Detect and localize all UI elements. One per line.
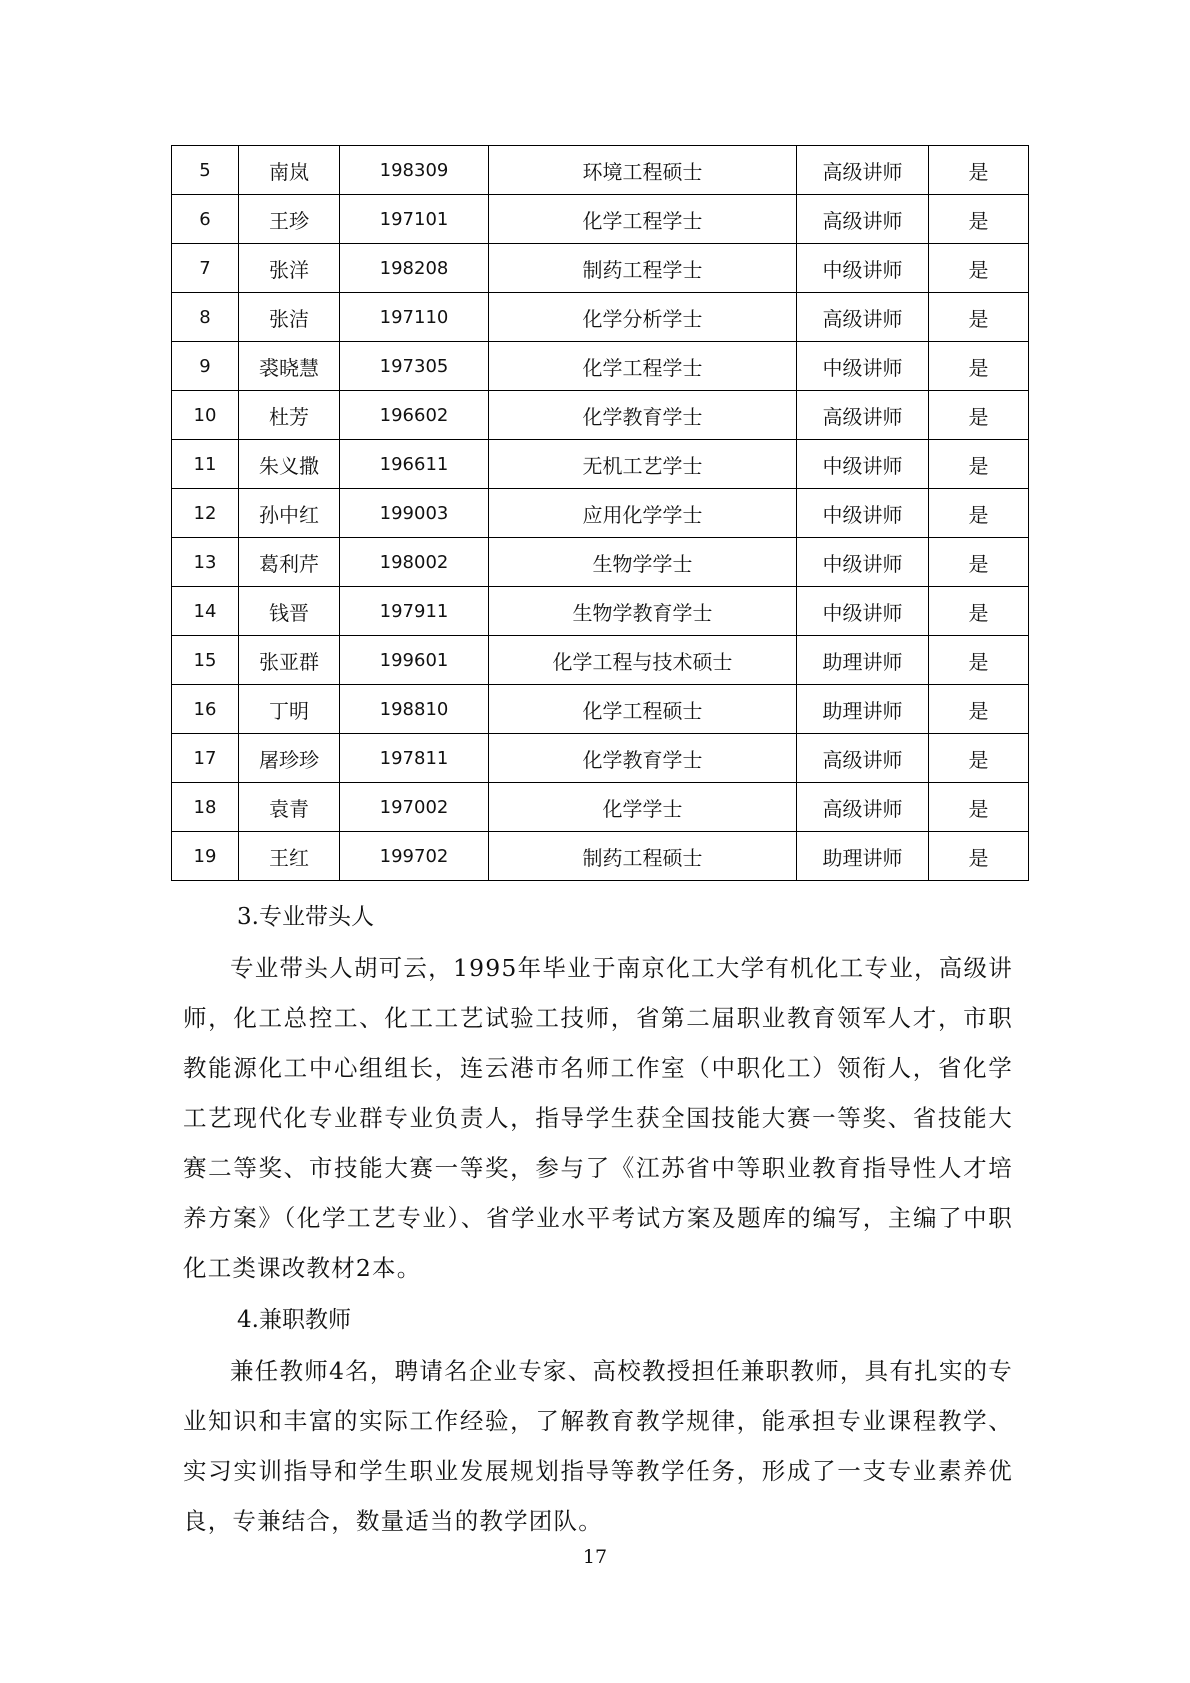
teacher-name-cell: 王珍 <box>239 195 340 244</box>
degree-cell: 化学工程学士 <box>489 195 797 244</box>
page-number: 17 <box>582 1546 608 1568</box>
table-row <box>172 685 1029 734</box>
degree-cell: 化学学士 <box>489 783 797 832</box>
section-4-paragraph: 兼任教师4名，聘请名企业专家、高校教授担任兼职教师，具有扎实的专业知识和丰富的实际工作经验，了解教育教学规律，能承担专业课程教学、实习实训指导和学生职业发展规划指导等教学任务，形成了一支专业素养优良，专兼结合，数量适当的教学团队。 <box>183 1357 1013 1535</box>
teacher-name-cell: 杜芳 <box>239 391 340 440</box>
birth-date-cell: 197002 <box>340 783 489 832</box>
section-3-paragraph: 专业带头人胡可云，1995年毕业于南京化工大学有机化工专业，高级讲师，化工总控工、化工工艺试验工技师，省第二届职业教育领军人才，市职教能源化工中心组组长，连云港市名师工作室（中职化工）领衔人，省化学工艺现代化专业群专业负责人，指导学生获全国技能大赛一等奖、省技能大赛二等奖、市技能大赛一等奖，参与了《江苏省中等职业教育指导性人才培养方案》（化学工艺专业）、省学业水平考试方案及题库的编写，主编了中职化工类课改教材2本。 <box>183 954 1013 1282</box>
table-row <box>172 244 1029 293</box>
table-row <box>172 489 1029 538</box>
table-row <box>172 391 1029 440</box>
table-row <box>172 734 1029 783</box>
degree-cell: 化学分析学士 <box>489 293 797 342</box>
degree-cell: 应用化学学士 <box>489 489 797 538</box>
birth-date-cell: 198309 <box>340 146 489 195</box>
degree-cell: 生物学教育学士 <box>489 587 797 636</box>
job-title-cell: 中级讲师 <box>797 244 929 293</box>
row-number-cell: 6 <box>172 195 239 244</box>
table-row <box>172 440 1029 489</box>
birth-date-cell: 197110 <box>340 293 489 342</box>
degree-cell: 化学教育学士 <box>489 734 797 783</box>
birth-date-cell: 196611 <box>340 440 489 489</box>
teacher-name-cell: 钱晋 <box>239 587 340 636</box>
qualified-flag-cell: 是 <box>929 832 1029 881</box>
job-title-cell: 高级讲师 <box>797 391 929 440</box>
row-number-cell: 19 <box>172 832 239 881</box>
job-title-cell: 中级讲师 <box>797 489 929 538</box>
qualified-flag-cell: 是 <box>929 293 1029 342</box>
birth-date-cell: 197811 <box>340 734 489 783</box>
birth-date-cell: 199702 <box>340 832 489 881</box>
job-title-cell: 高级讲师 <box>797 734 929 783</box>
row-number-cell: 5 <box>172 146 239 195</box>
birth-date-cell: 199601 <box>340 636 489 685</box>
degree-cell: 制药工程学士 <box>489 244 797 293</box>
teacher-name-cell: 葛利芹 <box>239 538 340 587</box>
teacher-table-body <box>172 146 1029 881</box>
qualified-flag-cell: 是 <box>929 342 1029 391</box>
row-number-cell: 9 <box>172 342 239 391</box>
section-3-heading: 3.专业带头人 <box>237 904 374 930</box>
birth-date-cell: 198208 <box>340 244 489 293</box>
job-title-cell: 中级讲师 <box>797 440 929 489</box>
row-number-cell: 10 <box>172 391 239 440</box>
row-number-cell: 15 <box>172 636 239 685</box>
row-number-cell: 16 <box>172 685 239 734</box>
birth-date-cell: 197305 <box>340 342 489 391</box>
degree-cell: 化学教育学士 <box>489 391 797 440</box>
degree-cell: 环境工程硕士 <box>489 146 797 195</box>
birth-date-cell: 197911 <box>340 587 489 636</box>
teacher-name-cell: 屠珍珍 <box>239 734 340 783</box>
degree-cell: 制药工程硕士 <box>489 832 797 881</box>
table-row <box>172 293 1029 342</box>
degree-cell: 化学工程学士 <box>489 342 797 391</box>
qualified-flag-cell: 是 <box>929 783 1029 832</box>
job-title-cell: 中级讲师 <box>797 342 929 391</box>
row-number-cell: 7 <box>172 244 239 293</box>
table-row <box>172 783 1029 832</box>
table-row <box>172 832 1029 881</box>
qualified-flag-cell: 是 <box>929 146 1029 195</box>
qualified-flag-cell: 是 <box>929 636 1029 685</box>
teacher-name-cell: 丁明 <box>239 685 340 734</box>
section-4-heading: 4.兼职教师 <box>237 1307 351 1333</box>
row-number-cell: 13 <box>172 538 239 587</box>
job-title-cell: 中级讲师 <box>797 587 929 636</box>
row-number-cell: 17 <box>172 734 239 783</box>
birth-date-cell: 197101 <box>340 195 489 244</box>
table-row <box>172 587 1029 636</box>
birth-date-cell: 199003 <box>340 489 489 538</box>
birth-date-cell: 198002 <box>340 538 489 587</box>
teacher-name-cell: 王红 <box>239 832 340 881</box>
table-row <box>172 342 1029 391</box>
qualified-flag-cell: 是 <box>929 391 1029 440</box>
birth-date-cell: 196602 <box>340 391 489 440</box>
teacher-name-cell: 南岚 <box>239 146 340 195</box>
job-title-cell: 高级讲师 <box>797 195 929 244</box>
qualified-flag-cell: 是 <box>929 195 1029 244</box>
job-title-cell: 高级讲师 <box>797 146 929 195</box>
teacher-table <box>171 145 1029 881</box>
birth-date-cell: 198810 <box>340 685 489 734</box>
degree-cell: 无机工艺学士 <box>489 440 797 489</box>
row-number-cell: 18 <box>172 783 239 832</box>
qualified-flag-cell: 是 <box>929 734 1029 783</box>
job-title-cell: 中级讲师 <box>797 538 929 587</box>
qualified-flag-cell: 是 <box>929 538 1029 587</box>
teacher-name-cell: 朱义撒 <box>239 440 340 489</box>
qualified-flag-cell: 是 <box>929 244 1029 293</box>
qualified-flag-cell: 是 <box>929 685 1029 734</box>
qualified-flag-cell: 是 <box>929 440 1029 489</box>
row-number-cell: 12 <box>172 489 239 538</box>
table-row <box>172 538 1029 587</box>
teacher-name-cell: 裘晓慧 <box>239 342 340 391</box>
job-title-cell: 助理讲师 <box>797 685 929 734</box>
row-number-cell: 8 <box>172 293 239 342</box>
degree-cell: 化学工程硕士 <box>489 685 797 734</box>
teacher-name-cell: 张亚群 <box>239 636 340 685</box>
teacher-name-cell: 袁青 <box>239 783 340 832</box>
job-title-cell: 助理讲师 <box>797 636 929 685</box>
degree-cell: 生物学学士 <box>489 538 797 587</box>
degree-cell: 化学工程与技术硕士 <box>489 636 797 685</box>
job-title-cell: 高级讲师 <box>797 783 929 832</box>
table-row <box>172 636 1029 685</box>
teacher-name-cell: 孙中红 <box>239 489 340 538</box>
table-row <box>172 146 1029 195</box>
table-row <box>172 195 1029 244</box>
qualified-flag-cell: 是 <box>929 587 1029 636</box>
qualified-flag-cell: 是 <box>929 489 1029 538</box>
row-number-cell: 14 <box>172 587 239 636</box>
teacher-name-cell: 张洁 <box>239 293 340 342</box>
teacher-name-cell: 张洋 <box>239 244 340 293</box>
job-title-cell: 助理讲师 <box>797 832 929 881</box>
job-title-cell: 高级讲师 <box>797 293 929 342</box>
row-number-cell: 11 <box>172 440 239 489</box>
